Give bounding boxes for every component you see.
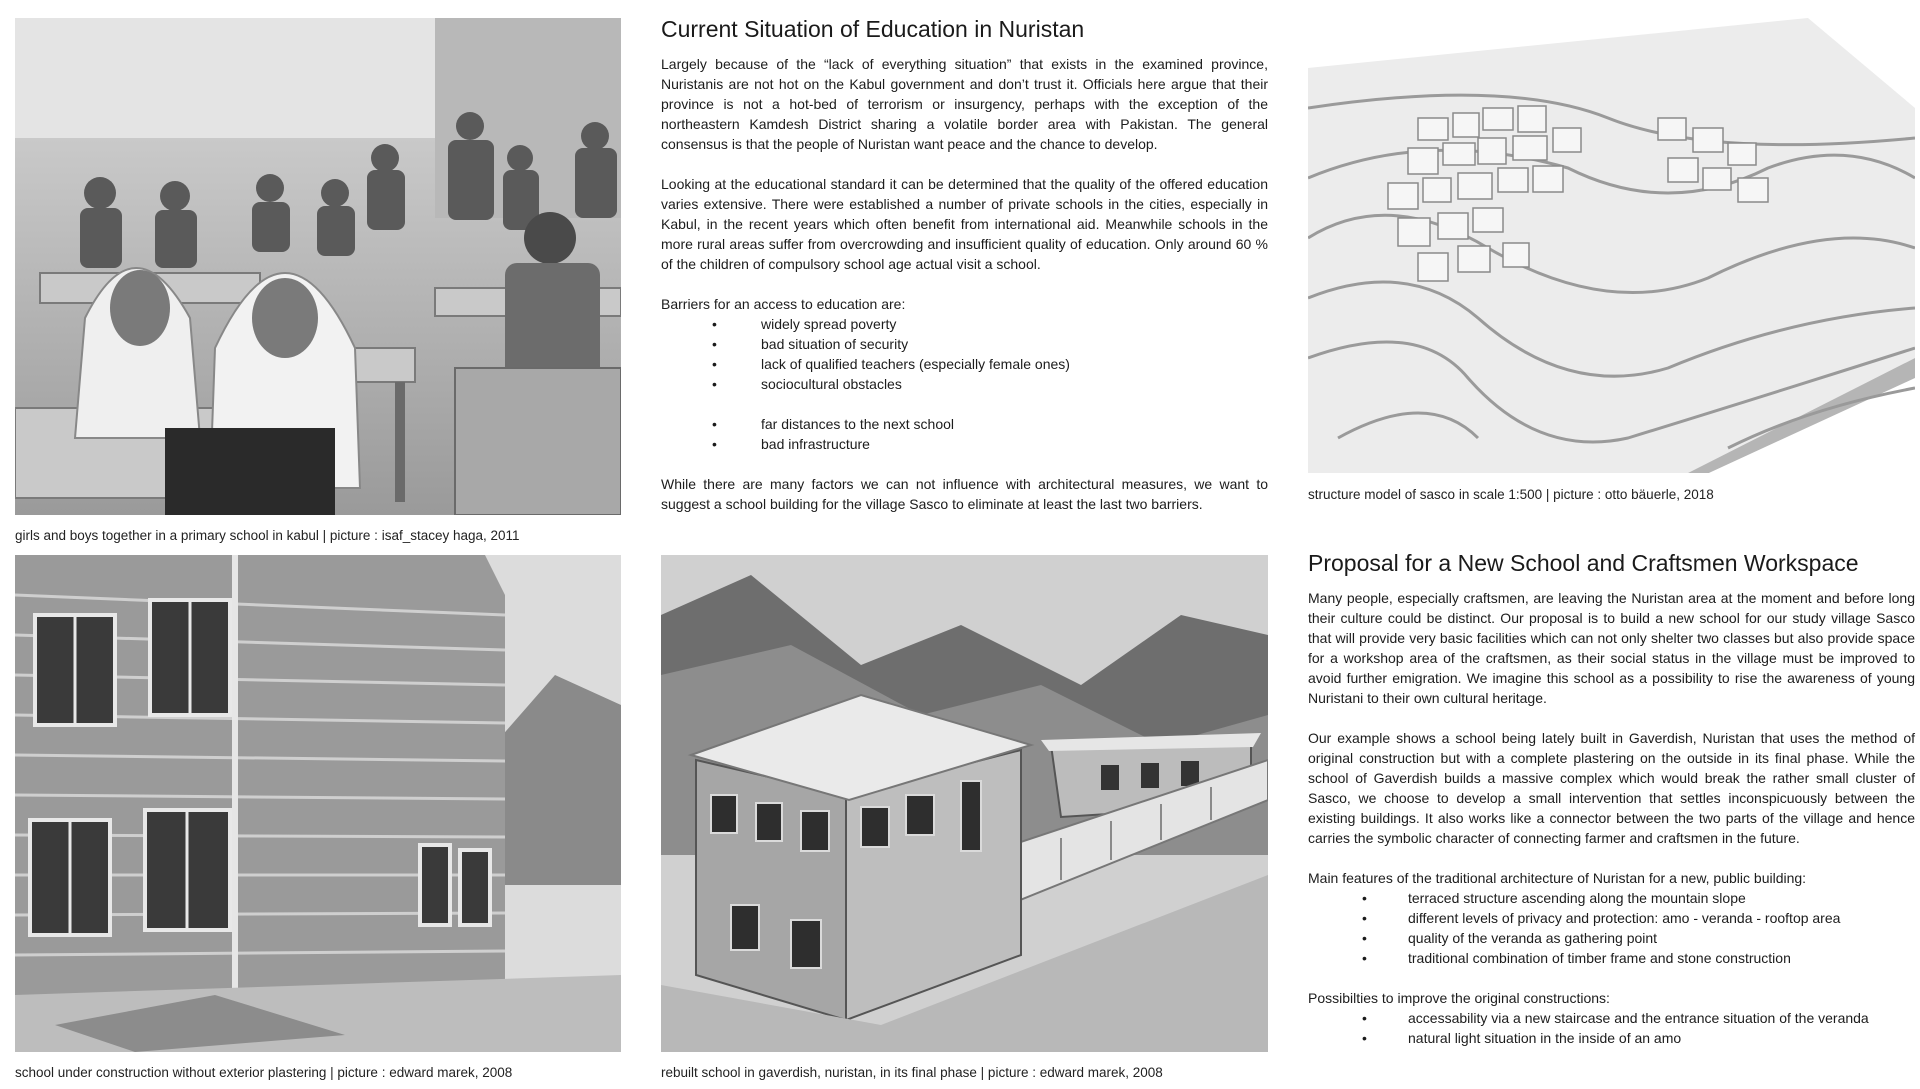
barriers-label: Barriers for an access to education are: — [661, 296, 906, 312]
education-title: Current Situation of Education in Nuristan — [661, 16, 1085, 42]
list-item: • far distances to the next school — [712, 416, 954, 432]
model-photo — [1308, 18, 1915, 473]
list-item: • bad situation of security — [712, 336, 909, 352]
list-item: • accessability via a new staircase and the entrance situation of the veranda — [1362, 1010, 1869, 1026]
model-caption: structure model of sasco in scale 1:500 | picture : otto bäuerle, 2018 — [1308, 487, 1714, 502]
construction-caption: school under construction without exterior plastering | picture : edward marek, 2008 — [15, 1065, 513, 1080]
classroom-caption: girls and boys together in a primary school in kabul | picture : isaf_stacey haga, 2011 — [15, 528, 520, 543]
features-list — [1308, 888, 1915, 968]
education-section — [661, 16, 1268, 534]
list-item: • widely spread poverty — [712, 316, 897, 332]
proposal-paragraph-2: Our example shows a school being lately built in Gaverdish, Nuristan that uses the method of original construction but with a complete plastering on the outside in its final phase. While the school of Gaverdish builds a massive complex which would break the rather small cluster of Sasco, we choose to develop a small intervention that settles inconspicuously between the existing buildings. It also works like a connector between the two parts of the village and hence carries the symbolic character of connecting farmer and craftsmen in the future. — [1308, 730, 1915, 846]
rebuilt-caption: rebuilt school in gaverdish, nuristan, in its final phase | picture : edward marek, 2008 — [661, 1065, 1163, 1080]
possibilities-list — [1308, 1008, 1915, 1048]
list-item: • sociocultural obstacles — [712, 376, 902, 392]
classroom-photo — [15, 18, 621, 515]
possibilities-label: Possibilties to improve the original constructions: — [1308, 990, 1610, 1006]
list-item: • traditional combination of timber frame and stone construction — [1362, 950, 1791, 966]
rebuilt-photo — [661, 555, 1268, 1052]
list-item: • bad infrastructure — [712, 436, 870, 452]
list-item: • different levels of privacy and protection: amo - veranda - rooftop area — [1362, 910, 1841, 926]
barriers-list — [661, 314, 1268, 454]
list-item: • terraced structure ascending along the mountain slope — [1362, 890, 1746, 906]
education-paragraph-1: Largely because of the “lack of everything situation” that exists in the examined province, Nuristanis are not hot on the Kabul government and don’t trust it. Officials here argue that their province is not a hot-bed of terrorism or insurgency, perhaps with the exception of the northeastern Kamdesh District sharing a volatile border area with Pakistan. The general consensus is that the people of Nuristan want peace and the chance to develop. — [661, 56, 1268, 152]
list-item: • natural light situation in the inside of an amo — [1362, 1030, 1682, 1046]
proposal-section — [1308, 550, 1915, 1068]
education-paragraph-2: Looking at the educational standard it can be determined that the quality of the offered education varies extensive. There were established a number of private schools in the cities, especially in Kabul, in the recent years which often benefit from international aid. Meanwhile schools in the more rural areas suffer from overcrowding and insufficient quality of education. Only around 60 % of the children of compulsory school age actual visit a school. — [661, 176, 1268, 272]
list-item: • lack of qualified teachers (especially female ones) — [712, 356, 1070, 372]
construction-photo — [15, 555, 621, 1052]
features-label: Main features of the traditional architecture of Nuristan for a new, public building: — [1308, 870, 1807, 886]
proposal-paragraph-1: Many people, especially craftsmen, are leaving the Nuristan area at the moment and before long their culture could be distinct. Our proposal is to build a new school for our study village Sasco that will provide very basic facilities which can not only shelter two classes but also provide space for a workshop area of the craftsmen, as their social status in the village must be improved to avoid further emigration. We imagine this school as a possibility to rise the awareness of young Nuristani to their own cultural heritage. — [1308, 590, 1915, 706]
proposal-title: Proposal for a New School and Craftsmen Workspace — [1308, 550, 1859, 576]
list-item: • quality of the veranda as gathering point — [1362, 930, 1658, 946]
education-paragraph-3: While there are many factors we can not influence with architectural measures, we want to suggest a school building for the village Sasco to eliminate at least the last two barriers. — [661, 476, 1268, 512]
